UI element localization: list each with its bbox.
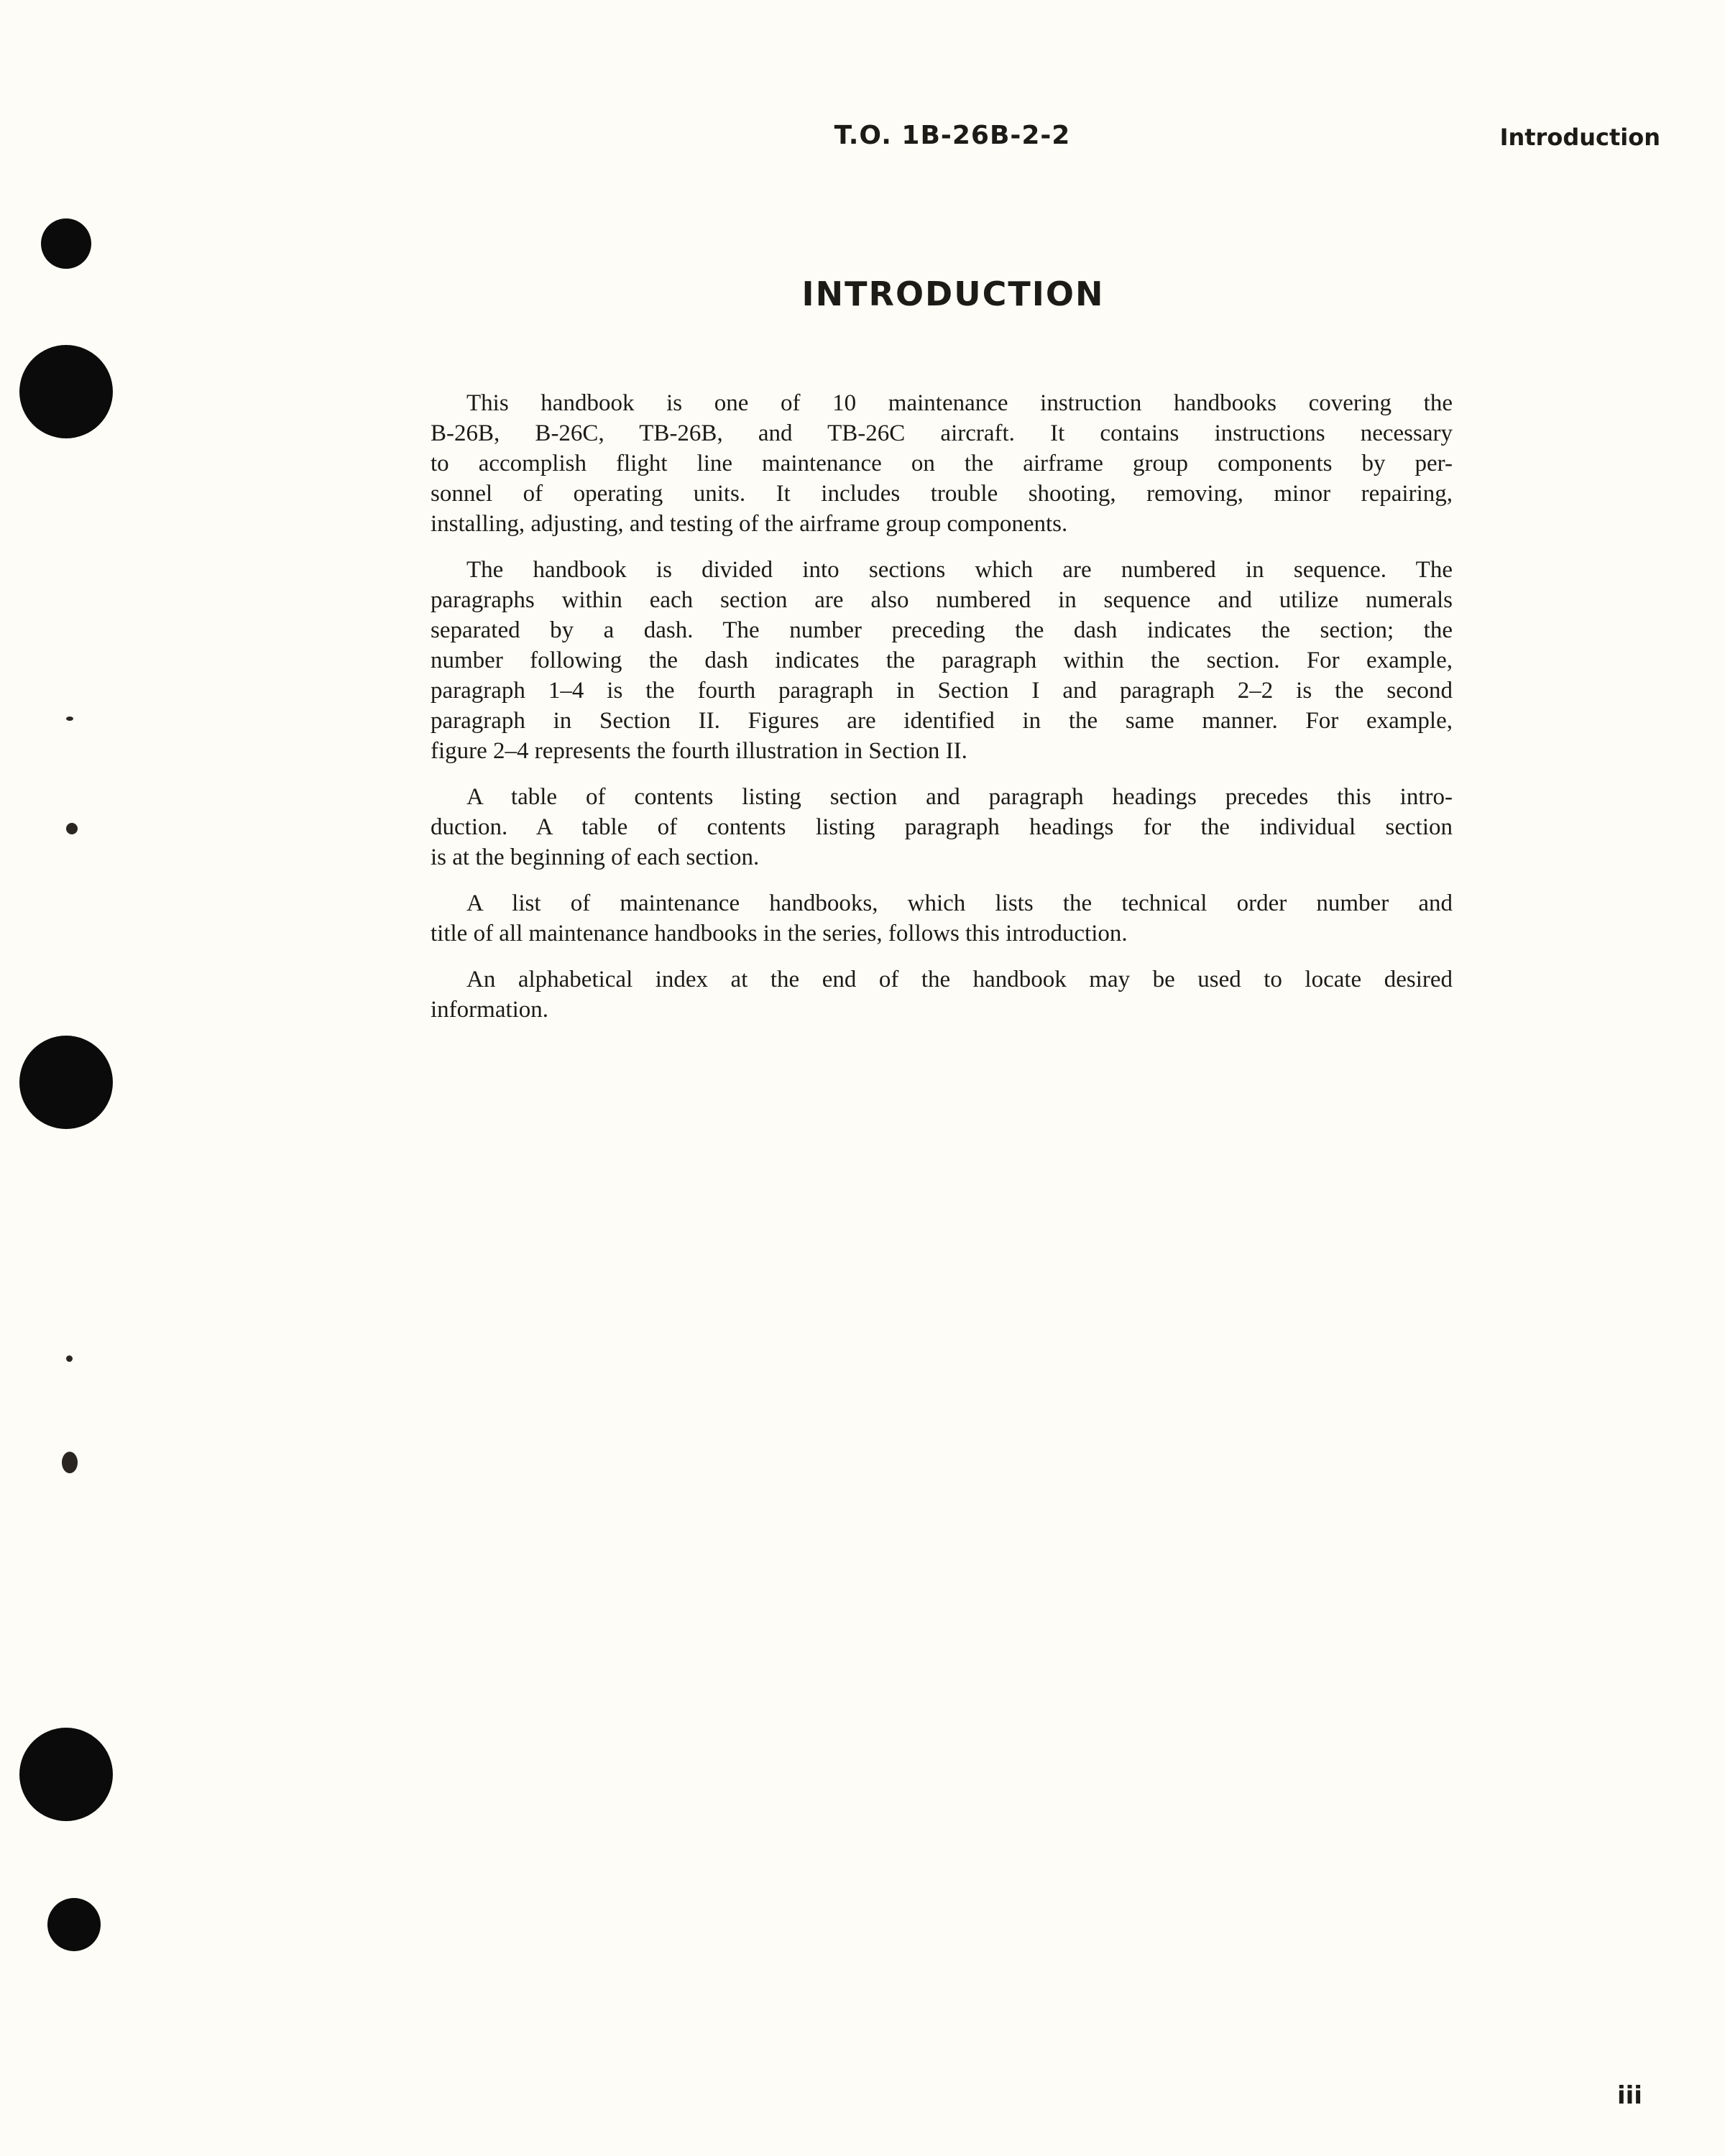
text-line: to accomplish flight line maintenance on the airframe group components by per- (431, 451, 1453, 476)
text-line: B-26B, B-26C, TB-26B, and TB-26C aircraft. It contains instructions necessary (431, 420, 1453, 446)
paragraph (431, 555, 1453, 766)
technical-order-number: T.O. 1B-26B-2-2 (834, 121, 1071, 150)
speck (62, 1452, 78, 1473)
text-line: paragraphs within each section are also numbered in sequence and utilize numerals (431, 587, 1453, 613)
text-line: information. (431, 997, 549, 1023)
speck (66, 1355, 73, 1362)
binder-hole (19, 1036, 113, 1129)
text-line: paragraph in Section II. Figures are identified in the same manner. For example, (431, 708, 1453, 734)
text-line: installing, adjusting, and testing of the airframe group components. (431, 511, 1068, 537)
paragraph (431, 964, 1453, 1025)
binder-hole (47, 1898, 101, 1951)
text-line: A table of contents listing section and paragraph headings precedes this intro- (466, 784, 1453, 810)
text-line: separated by a dash. The number preceding the dash indicates the section; the (431, 617, 1453, 643)
binder-hole (19, 1728, 113, 1821)
text-line: is at the beginning of each section. (431, 844, 760, 870)
text-line: This handbook is one of 10 maintenance instruction handbooks covering the (466, 390, 1453, 416)
text-line: number following the dash indicates the paragraph within the section. For example, (431, 648, 1453, 673)
speck (66, 823, 78, 834)
speck (66, 717, 73, 721)
paragraph (431, 388, 1453, 539)
text-line: sonnel of operating units. It includes trouble shooting, removing, minor repairing, (431, 481, 1453, 507)
body-text (431, 388, 1453, 1041)
section-header: Introduction (1499, 124, 1660, 151)
binder-hole (41, 218, 91, 269)
page-title: INTRODUCTION (801, 275, 1105, 313)
text-line: An alphabetical index at the end of the handbook may be used to locate desired (466, 967, 1453, 992)
text-line: The handbook is divided into sections which are numbered in sequence. The (466, 557, 1453, 583)
binder-hole (19, 345, 113, 438)
text-line: paragraph 1–4 is the fourth paragraph in Section I and paragraph 2–2 is the second (431, 678, 1453, 704)
text-line: duction. A table of contents listing paragraph headings for the individual section (431, 814, 1453, 840)
text-line: A list of maintenance handbooks, which lists the technical order number and (466, 890, 1453, 916)
paragraph (431, 782, 1453, 872)
paragraph (431, 888, 1453, 949)
page-number: iii (1617, 2081, 1642, 2110)
text-line: title of all maintenance handbooks in the series, follows this introduction. (431, 921, 1128, 946)
text-line: figure 2–4 represents the fourth illustration in Section II. (431, 738, 967, 764)
